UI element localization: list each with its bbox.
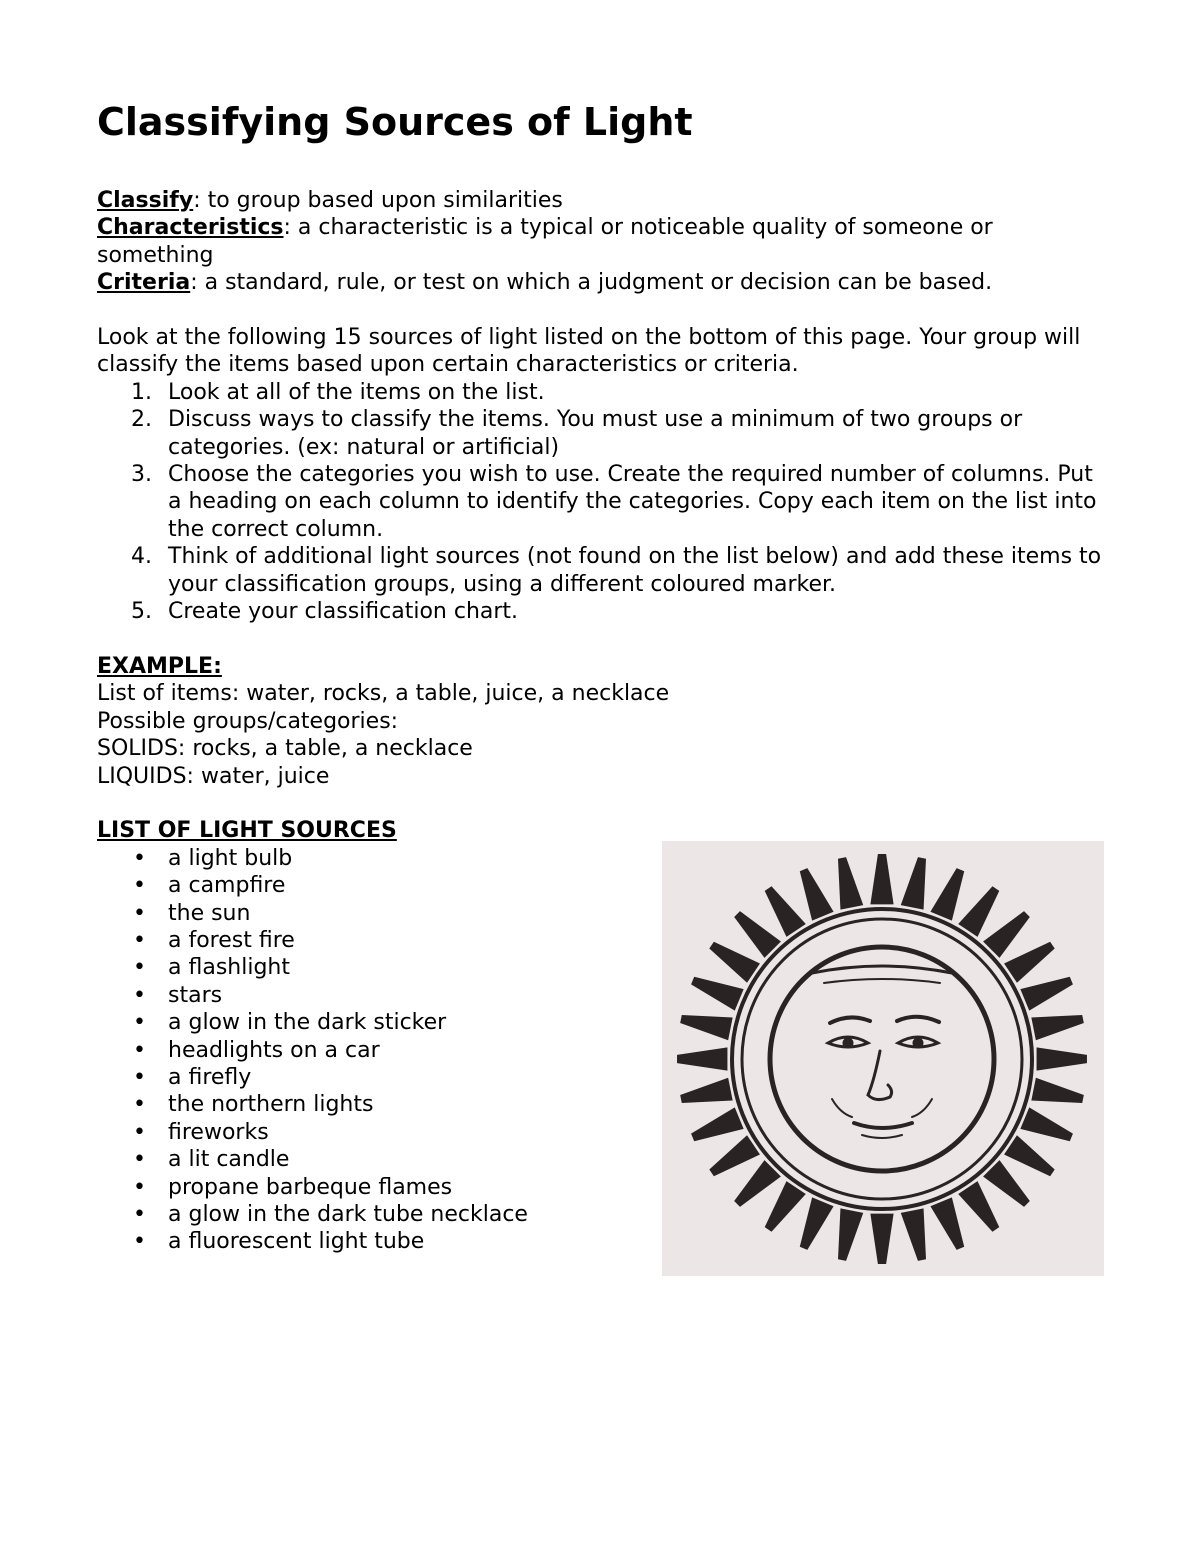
sun-face-icon xyxy=(662,841,1104,1276)
sun-ray xyxy=(838,1208,863,1260)
example-line: Possible groups/categories: xyxy=(97,708,399,734)
list-item-text: headlights on a car xyxy=(168,1037,380,1063)
page-title: Classifying Sources of Light xyxy=(97,100,693,144)
example-line: LIQUIDS: water, juice xyxy=(97,763,330,789)
sun-ray xyxy=(709,1135,760,1176)
example-line: List of items: water, rocks, a table, juice, a necklace xyxy=(97,681,670,707)
bullet-icon: • xyxy=(133,1229,146,1255)
sun-ray xyxy=(1004,1135,1055,1176)
step-text: Choose the categories you wish to use. Create the required number of columns. Put a heading on each column to identify the categories. Copy each item on the list into the correct column. xyxy=(168,462,1097,542)
intro-paragraph: Look at the following 15 sources of light listed on the bottom of this page. Your group will classify the items based upon certain characteristics or criteria. xyxy=(97,325,1081,378)
definition-characteristics xyxy=(97,214,1107,269)
list-item-text: a fluorescent light tube xyxy=(168,1229,425,1255)
step-number: 3. xyxy=(131,462,152,488)
definition-term: Criteria xyxy=(97,270,191,296)
step-number: 5. xyxy=(131,599,152,625)
bullet-icon: • xyxy=(133,1064,146,1090)
step-item xyxy=(97,543,1107,598)
bullet-icon: • xyxy=(133,873,146,899)
sun-ray xyxy=(677,1047,727,1070)
sun-ray xyxy=(983,911,1030,958)
sun-ray xyxy=(709,942,760,983)
sun-ray xyxy=(734,911,781,958)
sun-ray xyxy=(983,1160,1030,1207)
bullet-icon: • xyxy=(133,1037,146,1063)
definition-text: : to group based upon similarities xyxy=(193,188,563,213)
example-heading: EXAMPLE: xyxy=(97,653,222,679)
light-sources-heading: LIST OF LIGHT SOURCES xyxy=(97,818,397,844)
step-item xyxy=(97,461,1107,543)
list-item-text: a glow in the dark sticker xyxy=(168,1010,447,1036)
sun-ray xyxy=(680,1078,732,1103)
step-text: Think of additional light sources (not found on the list below) and add these items to your classification groups, using a different coloured marker. xyxy=(168,544,1102,597)
list-item-text: fireworks xyxy=(168,1119,269,1145)
list-item-text: propane barbeque flames xyxy=(168,1174,453,1200)
sun-ray xyxy=(1031,1015,1083,1040)
sun-ray xyxy=(800,868,834,921)
step-number: 2. xyxy=(131,407,152,433)
sun-ray xyxy=(765,886,806,937)
sun-ray xyxy=(691,1107,744,1141)
sun-ray xyxy=(930,868,964,921)
list-item-text: the northern lights xyxy=(168,1092,374,1118)
step-item xyxy=(97,379,1107,406)
step-text: Create your classification chart. xyxy=(168,599,519,625)
bullet-icon: • xyxy=(133,1201,146,1227)
bullet-icon: • xyxy=(133,1092,146,1118)
sun-ray xyxy=(901,1208,926,1260)
sun-ray xyxy=(1037,1047,1087,1070)
step-item xyxy=(97,598,1107,625)
definition-criteria xyxy=(97,269,1107,296)
sun-ray xyxy=(691,977,744,1011)
bullet-icon: • xyxy=(133,845,146,871)
list-item-text: stars xyxy=(168,982,223,1008)
step-item xyxy=(97,406,1107,461)
sun-ray xyxy=(1020,1107,1073,1141)
example-line: SOLIDS: rocks, a table, a necklace xyxy=(97,736,473,762)
sun-ray xyxy=(1020,977,1073,1011)
sun-ray xyxy=(1031,1078,1083,1103)
bullet-icon: • xyxy=(133,927,146,953)
bullet-icon: • xyxy=(133,955,146,981)
bullet-icon: • xyxy=(133,982,146,1008)
bullet-icon: • xyxy=(133,900,146,926)
sun-rays xyxy=(677,854,1087,1264)
list-item-text: a forest fire xyxy=(168,927,295,953)
list-item-text: a lit candle xyxy=(168,1147,290,1173)
bullet-icon: • xyxy=(133,1147,146,1173)
bullet-icon: • xyxy=(133,1174,146,1200)
sun-ray xyxy=(800,1197,834,1250)
definition-term: Characteristics xyxy=(97,215,284,241)
list-item-text: a light bulb xyxy=(168,845,293,871)
list-item-text: a glow in the dark tube necklace xyxy=(168,1201,528,1227)
list-item-text: a campfire xyxy=(168,873,286,899)
definition-text: : a characteristic is a typical or noticeable quality of someone or something xyxy=(97,215,993,268)
list-item-text: the sun xyxy=(168,900,251,926)
sun-ray xyxy=(734,1160,781,1207)
list-item-text: a firefly xyxy=(168,1064,252,1090)
sun-ray xyxy=(958,886,999,937)
sun-ray xyxy=(870,1214,893,1264)
sun-ray xyxy=(901,857,926,909)
list-item-text: a flashlight xyxy=(168,955,290,981)
step-text: Discuss ways to classify the items. You must use a minimum of two groups or categories. (ex: natural or artificial) xyxy=(168,407,1023,460)
step-text: Look at all of the items on the list. xyxy=(168,379,545,405)
sun-ray xyxy=(838,857,863,909)
definition-term: Classify xyxy=(97,188,194,213)
sun-illustration xyxy=(662,841,1104,1276)
bullet-icon: • xyxy=(133,1119,146,1145)
instruction-steps xyxy=(97,379,1107,626)
bullet-icon: • xyxy=(133,1010,146,1036)
definitions xyxy=(97,187,1107,297)
step-number: 4. xyxy=(131,544,152,570)
sun-ray xyxy=(680,1015,732,1040)
sun-ray xyxy=(930,1197,964,1250)
sun-ray xyxy=(765,1181,806,1232)
sun-ray xyxy=(958,1181,999,1232)
sun-ray xyxy=(870,854,893,904)
definition-text: : a standard, rule, or test on which a judgment or decision can be based. xyxy=(190,270,993,296)
sun-ray xyxy=(1004,942,1055,983)
face-features xyxy=(812,966,952,1138)
step-number: 1. xyxy=(131,379,152,405)
definition-classify xyxy=(97,187,1107,214)
example-section xyxy=(97,653,1107,790)
